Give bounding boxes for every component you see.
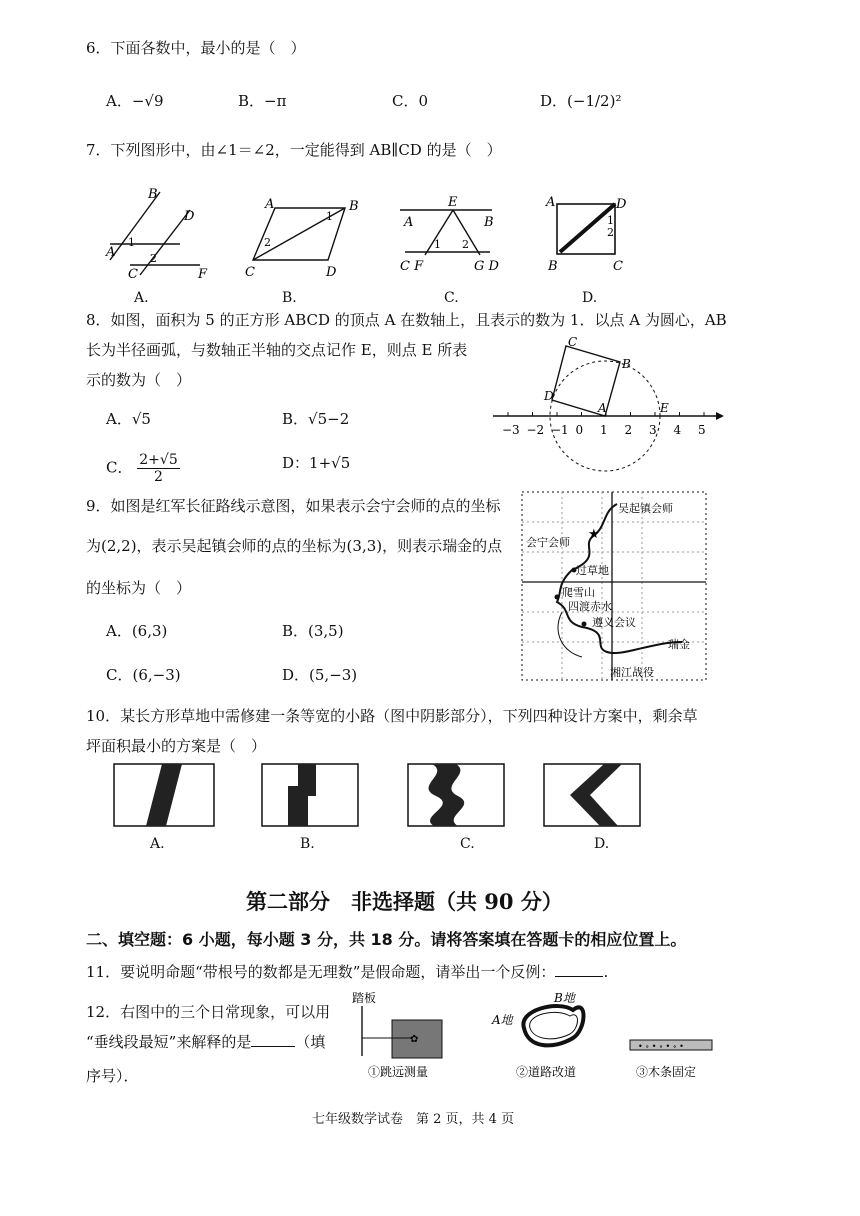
q9-map-label: 四渡赤水 — [568, 600, 612, 613]
q8-tick-label: 5 — [698, 423, 706, 437]
q10-label-a: A. — [150, 836, 165, 852]
svg-text:2: 2 — [462, 238, 469, 251]
svg-text:A: A — [598, 401, 607, 415]
q9-map-label: 遵义会议 — [592, 616, 636, 629]
q6-d-expression: (−1/2)² — [567, 92, 622, 110]
svg-text:1: 1 — [607, 214, 614, 227]
q8-tick-label: 1 — [600, 423, 608, 437]
q8-number-line-figure — [488, 328, 728, 478]
q10-path-designs — [112, 762, 652, 832]
svg-text:★: ★ — [588, 527, 600, 542]
q8-option-d: D：1+√5 — [282, 454, 351, 472]
q8-option-c: C． $\frac{2+√5}{2}$ — [106, 452, 178, 485]
q9-map-label: 过草地 — [576, 564, 609, 577]
q9-map-label: 会宁会师 — [526, 536, 570, 549]
q12-line1: 12．右图中的三个日常现象，可以用 — [86, 1003, 331, 1021]
q9-map-label: 湘江战役 — [610, 666, 654, 679]
q12-line2: “垂线段最短”来解释的是 （填 — [86, 1033, 326, 1051]
q6-stem: 6．下面各数中，最小的是（ ） — [86, 39, 306, 57]
svg-text:1: 1 — [326, 210, 333, 223]
q8-option-b: B．√5−2 — [282, 410, 350, 428]
q7-label-d: D. — [582, 290, 598, 306]
svg-text:C: C — [613, 259, 623, 274]
q9-map-label: 瑞金 — [668, 638, 690, 651]
svg-text:B: B — [349, 199, 359, 214]
q6-option-c: C．0 — [392, 92, 429, 110]
q9-option-d: D．(5,−3) — [282, 666, 358, 684]
q9-option-a: A．(6,3) — [106, 622, 168, 640]
svg-text:A: A — [106, 245, 116, 260]
q6-option-b: B．−π — [238, 92, 287, 110]
svg-text:B: B — [148, 187, 158, 202]
q9-option-b: B．(3,5) — [282, 622, 344, 640]
q8-tick-label: 3 — [649, 423, 657, 437]
svg-text:②道路改道: ②道路改道 — [516, 1065, 577, 1079]
svg-text:G D: G D — [474, 259, 499, 274]
svg-text:2: 2 — [264, 236, 271, 249]
q10-label-b: B. — [300, 836, 315, 852]
q7-label-b: B. — [282, 290, 297, 306]
q8-tick-label: −3 — [502, 423, 520, 437]
q12-figures — [348, 988, 718, 1078]
svg-text:①跳远测量: ①跳远测量 — [368, 1065, 429, 1079]
q7-label-c: C. — [444, 290, 459, 306]
q8-tick-label: 0 — [575, 423, 584, 437]
q9-option-c: C．(6,−3) — [106, 666, 181, 684]
q9-long-march-map — [522, 492, 708, 682]
svg-text:• ∘ • ∘ • ∘ •: • ∘ • ∘ • ∘ • — [638, 1042, 684, 1051]
q8-tick-label: −2 — [526, 423, 545, 437]
q7-figures — [100, 180, 740, 300]
q8-tick-label: −1 — [551, 423, 569, 437]
svg-text:E: E — [660, 401, 669, 415]
svg-text:C: C — [245, 265, 255, 280]
q10-label-d: D. — [594, 836, 610, 852]
svg-text:A地: A地 — [492, 1013, 513, 1027]
q9-line1: 9．如图是红军长征路线示意图，如果表示会宁会师的点的坐标 — [86, 497, 501, 515]
svg-text:D: D — [326, 265, 337, 280]
q7-label-a: A. — [134, 290, 149, 306]
q9-map-label: 吴起镇会师 — [618, 502, 673, 515]
q6-option-a: A．−√9 — [106, 92, 164, 110]
q8-tick-label: 4 — [673, 423, 682, 437]
q8-line1: 8．如图，面积为 5 的正方形 ABCD 的顶点 A 在数轴上，且表示的数为 1．以点 A 为圆心，AB — [86, 311, 727, 329]
q8-line3: 示的数为（ ） — [86, 371, 192, 389]
q11-answer-blank — [555, 962, 603, 977]
svg-text:D: D — [544, 389, 554, 403]
q12-line3: 序号）． — [86, 1067, 139, 1085]
q10-line1: 10．某长方形草地中需修建一条等宽的小路（图中阴影部分），下列四种设计方案中，剩余草 — [86, 707, 698, 725]
q7-stem: 7．下列图形中，由∠1＝∠2，一定能得到 AB∥CD 的是（ ） — [86, 141, 502, 159]
q11-text: 11．要说明命题“带根号的数都是无理数”是假命题，请举出一个反例： . — [86, 963, 609, 981]
svg-text:踏板: 踏板 — [352, 991, 377, 1005]
q9-line2: 为(2,2)，表示吴起镇会师的点的坐标为(3,3)，则表示瑞金的点 — [86, 537, 503, 555]
svg-text:1: 1 — [434, 238, 441, 251]
svg-text:B: B — [548, 259, 558, 274]
q9-map-label: 爬雪山 — [562, 586, 595, 599]
svg-text:D: D — [184, 209, 195, 224]
svg-text:B地: B地 — [554, 991, 575, 1005]
svg-text:D: D — [616, 197, 627, 212]
page-footer: 七年级数学试卷 第 2 页，共 4 页 — [312, 1112, 515, 1127]
q6-option-d: D．(−1/2)² — [540, 92, 622, 110]
q8-option-a: A．√5 — [106, 410, 151, 428]
svg-text:③木条固定: ③木条固定 — [636, 1065, 697, 1079]
svg-text:A: A — [404, 215, 414, 230]
q9-line3: 的坐标为（ ） — [86, 579, 192, 597]
svg-text:C: C — [128, 267, 138, 282]
section-subtitle: 二、填空题：6 小题，每小题 3 分，共 18 分。请将答案填在答题卡的相应位置上。 — [86, 930, 687, 949]
svg-text:E: E — [448, 195, 458, 210]
section-title: 第二部分 非选择题（共 90 分） — [246, 889, 563, 914]
q10-line2: 坪面积最小的方案是（ ） — [86, 737, 267, 755]
svg-text:2: 2 — [607, 226, 614, 239]
svg-text:B: B — [484, 215, 494, 230]
svg-text:C: C — [568, 335, 578, 349]
svg-text:A: A — [546, 195, 556, 210]
q8-tick-label: 2 — [624, 423, 633, 437]
svg-text:C F: C F — [400, 259, 424, 274]
svg-text:A: A — [265, 197, 275, 212]
q8-line2: 长为半径画弧，与数轴正半轴的交点记作 E，则点 E 所表 — [86, 341, 468, 359]
svg-text:2: 2 — [150, 252, 157, 265]
q12-answer-blank — [251, 1032, 295, 1047]
q10-label-c: C. — [460, 836, 475, 852]
svg-text:F: F — [198, 267, 208, 282]
svg-text:✿: ✿ — [410, 1034, 419, 1045]
svg-text:B: B — [622, 357, 631, 371]
svg-text:1: 1 — [128, 236, 135, 249]
